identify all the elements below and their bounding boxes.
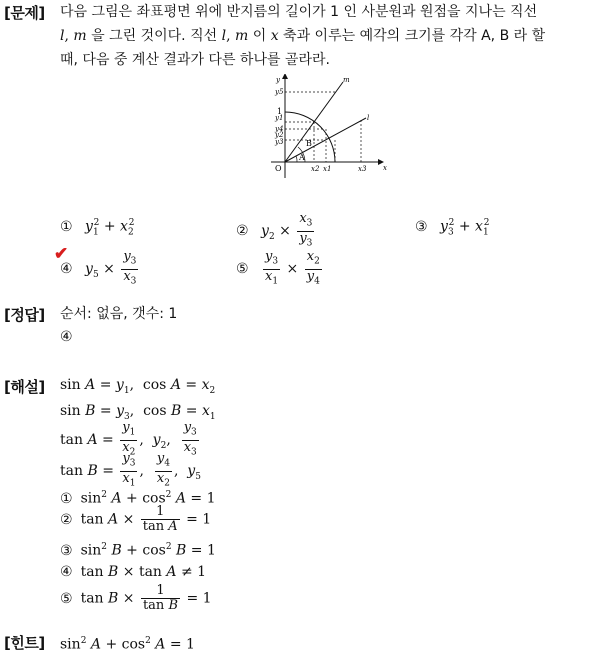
explanation-line-5: ① $\sin^2 A + \cos^2 A = 1$ — [60, 490, 216, 507]
label-y2: y2 — [275, 131, 284, 139]
answer-label: [정답] — [4, 306, 45, 324]
explanation-line-3: tan A = $\frac{y_1}{x_2}$ , $y_2$, $\frac{y_3}{x_3}$ — [60, 420, 197, 458]
label-l: l — [367, 114, 370, 122]
label-y3: y3 — [275, 138, 284, 146]
option-4[interactable]: ④ ✔ $y_5$ × $\frac{y_3}{x_3}$ — [54, 244, 137, 287]
explanation-line-8: ④ tan B × tan A ≠ 1 — [60, 564, 207, 580]
label-angle-B: B — [306, 139, 312, 148]
label-y4: y4 — [275, 125, 284, 133]
explanation-label: [해설] — [4, 378, 45, 396]
option-2[interactable]: ② $y_2$ × $\frac{x_3}{y_3}$ — [236, 211, 313, 249]
label-x1: x1 — [323, 165, 332, 173]
label-one: 1 — [277, 107, 283, 116]
problem-line-3: 때, 다음 중 계산 결과가 다른 하나를 골라라. — [60, 52, 330, 68]
label-angle-A: A — [299, 153, 305, 162]
label-y-axis: y — [276, 76, 280, 84]
option-5[interactable]: ⑤ $\frac{y_3}{x_1}$ × $\frac{x_2}{y_4}$ — [236, 249, 320, 287]
explanation-line-4: tan B = $\frac{y_3}{x_1}$ , $\frac{y_4}{x_2}$ , $y_5$ — [60, 451, 201, 489]
problem-line-1: 다음 그림은 좌표평면 위에 반지름의 길이가 1 인 사분원과 원점을 지나는 직선 — [60, 4, 538, 20]
label-y5: y5 — [275, 88, 284, 96]
hint-label: [힌트] — [4, 634, 45, 652]
problem-line-2: l, m 을 그린 것이다. 직선 l, m 이 x 축과 이루는 예각의 크기를 각각 A, B 라 할 — [60, 28, 546, 44]
explanation-line-9: ⑤ tan B × $\frac{1}{\text{tan B}}$ = 1 — [60, 583, 212, 613]
option-1[interactable]: ① $y_1^2 + x_2^2$ — [60, 218, 135, 238]
label-origin: O — [275, 164, 282, 173]
label-x2: x2 — [311, 165, 320, 173]
explanation-line-2: $\sin B = y_3$, $\cos B = x_1$ — [60, 403, 216, 422]
option-3[interactable]: ③ $y_3^2 + x_1^2$ — [415, 218, 490, 238]
hint-text: $\sin^2 A + \cos^2 A = 1$ — [60, 636, 195, 653]
explanation-line-7: ③ $\sin^2 B + \cos^2 B = 1$ — [60, 542, 216, 559]
answer-order: 순서: 없음, 갯수: 1 — [60, 306, 178, 322]
explanation-line-6: ② tan A × $\frac{1}{\text{tan A}}$ = 1 — [60, 504, 212, 534]
problem-label: [문제] — [4, 4, 45, 22]
label-y1: y1 — [275, 114, 284, 122]
explanation-line-1: $\sin A = y_1$, $\cos A = x_2$ — [60, 377, 216, 396]
label-m: m — [343, 76, 350, 84]
selected-check-icon: ✔ — [54, 244, 69, 264]
answer-value: ④ — [60, 329, 73, 345]
label-x-axis: x — [383, 164, 387, 172]
label-x3: x3 — [358, 165, 367, 173]
quarter-circle-figure — [263, 74, 393, 184]
quarter-circle — [285, 112, 335, 162]
